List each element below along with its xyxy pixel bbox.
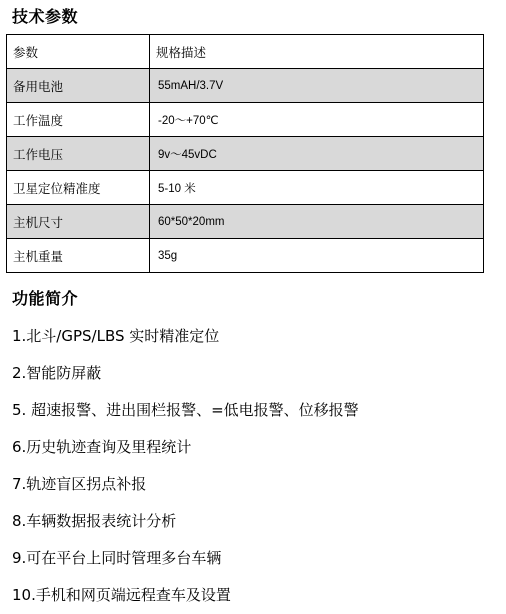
spec-row-weight (7, 239, 484, 273)
spec-value-cell: -20～+70℃ (150, 103, 484, 137)
feature-item: 9.可在平台上同时管理多台车辆 (12, 549, 222, 567)
spec-section-title: 技术参数 (12, 7, 79, 26)
spec-value-cell: 55mAH/3.7V (150, 69, 484, 103)
spec-header-param: 参数 (7, 35, 150, 69)
spec-table-header-row (7, 35, 484, 69)
spec-row-size (7, 205, 484, 239)
spec-param-cell: 备用电池 (7, 69, 150, 103)
spec-value-cell: 9v～45vDC (150, 137, 484, 171)
feature-item: 6.历史轨迹查询及里程统计 (12, 438, 192, 456)
feature-section-title: 功能简介 (12, 289, 79, 308)
feature-item: 5. 超速报警、进出围栏报警、=低电报警、位移报警 (12, 401, 359, 419)
spec-param-cell: 主机尺寸 (7, 205, 150, 239)
spec-value-cell: 35g (150, 239, 484, 273)
spec-param-cell: 主机重量 (7, 239, 150, 273)
spec-param-cell: 工作温度 (7, 103, 150, 137)
spec-row-accuracy (7, 171, 484, 205)
feature-item: 8.车辆数据报表统计分析 (12, 512, 177, 530)
spec-param-cell: 工作电压 (7, 137, 150, 171)
feature-list (12, 318, 359, 614)
feature-item: 7.轨迹盲区拐点补报 (12, 475, 147, 493)
spec-value-cell: 60*50*20mm (150, 205, 484, 239)
spec-param-cell: 卫星定位精准度 (7, 171, 150, 205)
spec-table (6, 34, 484, 273)
feature-item: 2.智能防屏蔽 (12, 364, 102, 382)
feature-item: 10.手机和网页端远程查车及设置 (12, 586, 231, 604)
spec-value-cell: 5-10 米 (150, 171, 484, 205)
spec-header-desc: 规格描述 (150, 35, 484, 69)
spec-row-battery (7, 69, 484, 103)
spec-row-voltage (7, 137, 484, 171)
feature-item: 1.北斗/GPS/LBS 实时精准定位 (12, 327, 220, 345)
spec-row-temperature (7, 103, 484, 137)
